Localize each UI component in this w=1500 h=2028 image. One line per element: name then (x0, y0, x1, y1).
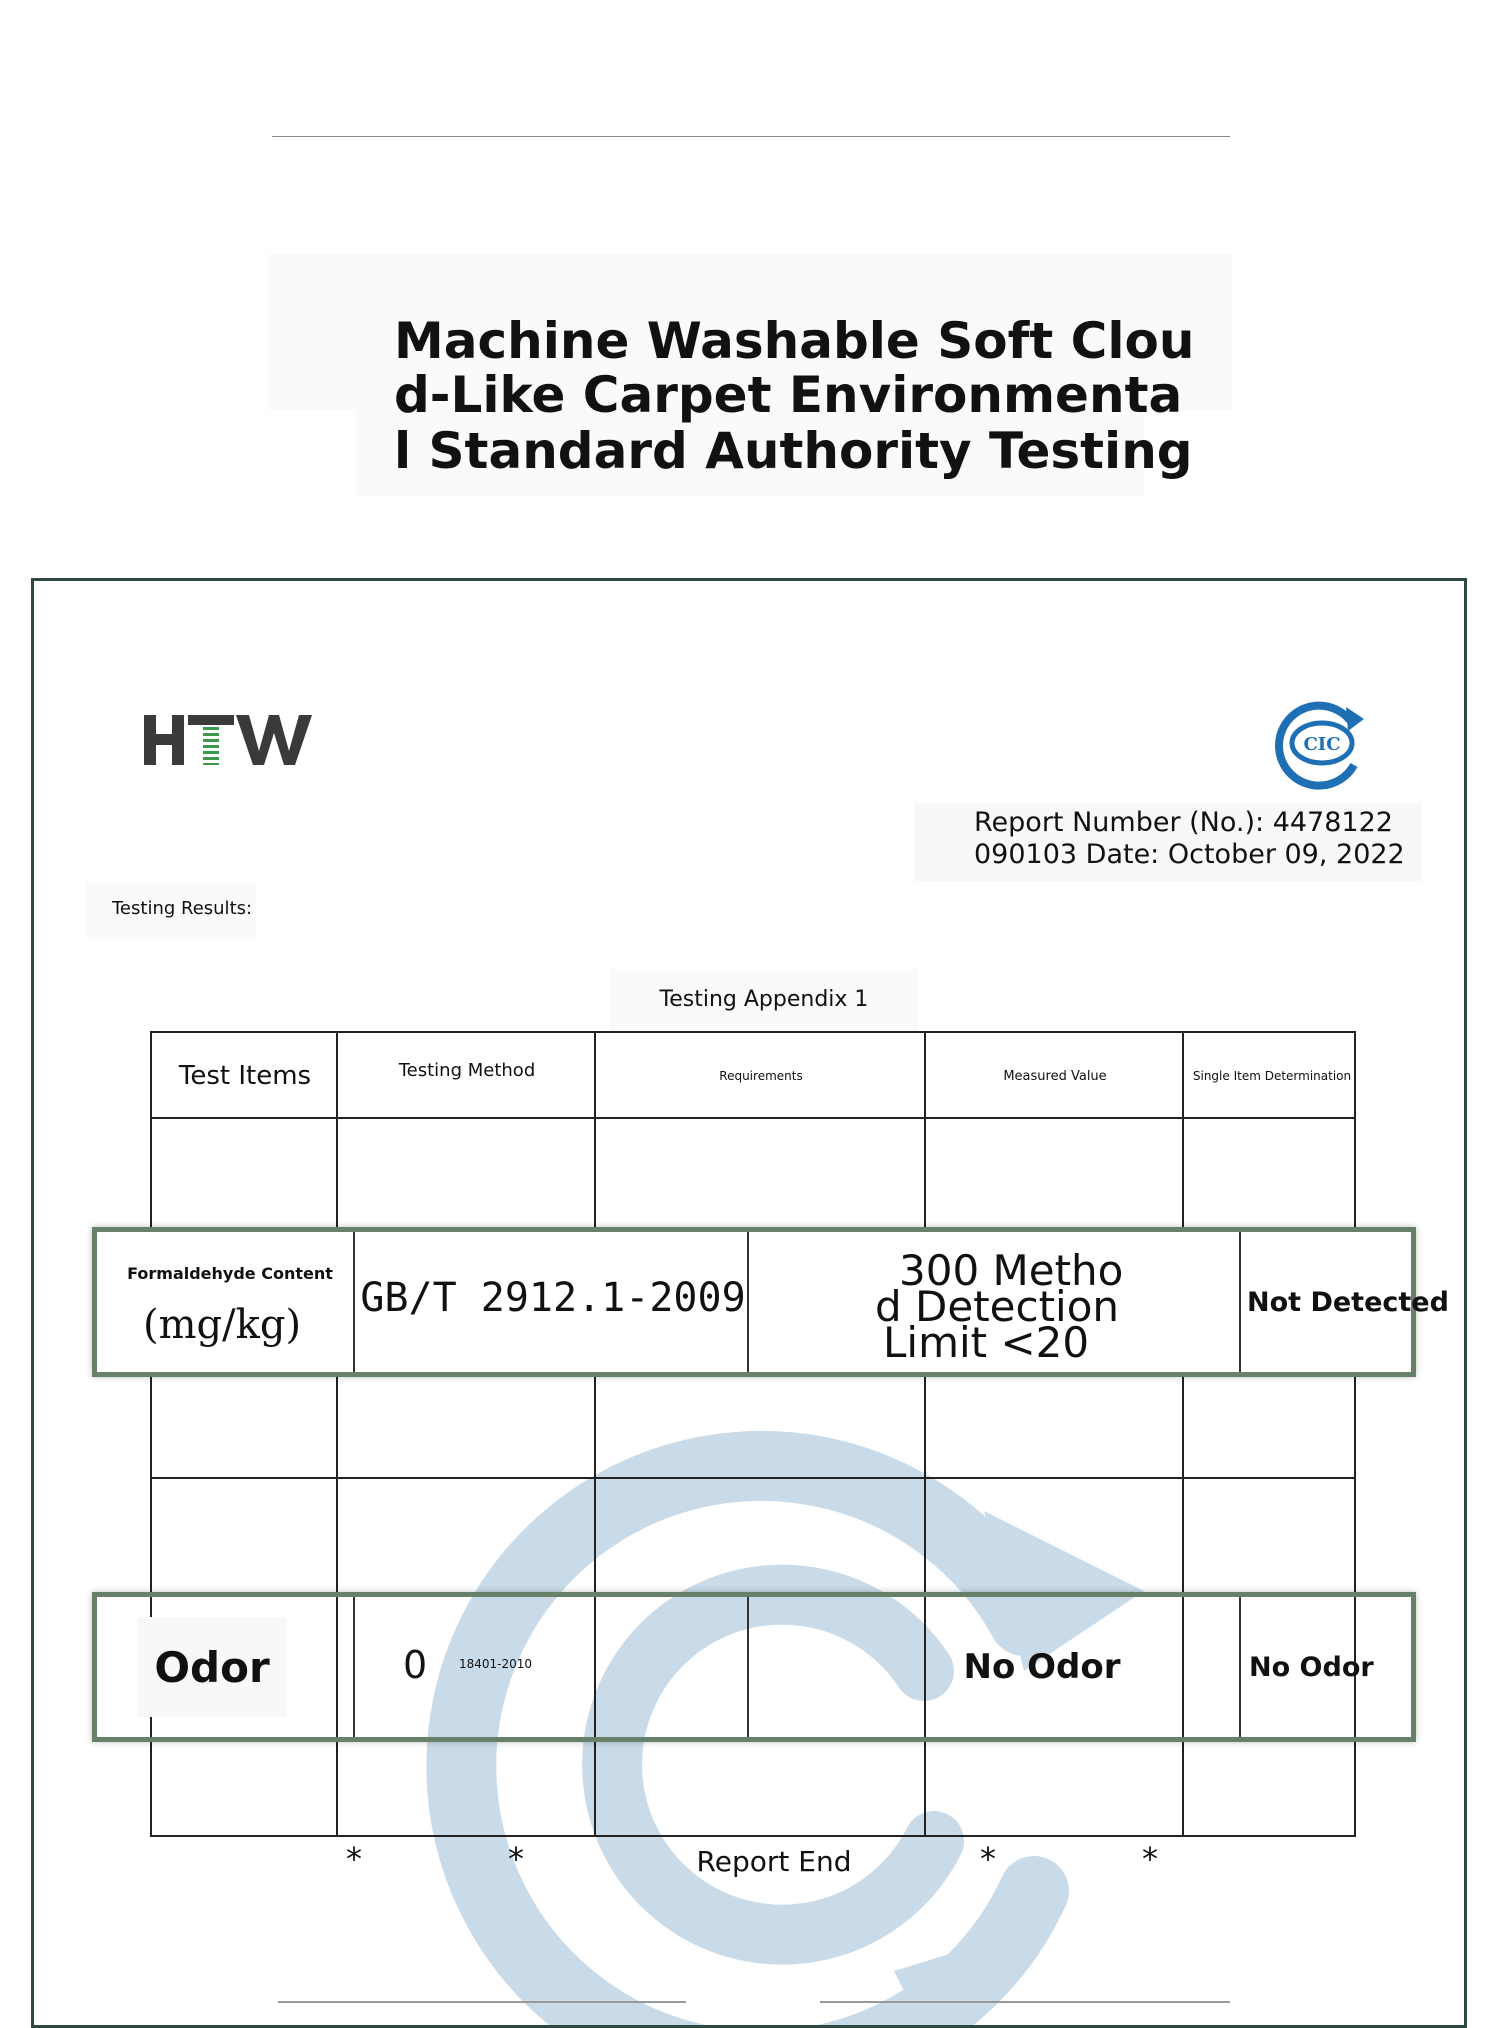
odor-method (359, 1597, 747, 1737)
table-row-formaldehyde (92, 1227, 1449, 1377)
title-line-1: Machine Washable Soft Clou (394, 312, 1195, 370)
formaldehyde-requirement-line-2: d Detection (875, 1282, 1120, 1331)
header-measured-value: Measured Value (1003, 1068, 1107, 1084)
formaldehyde-item-cell (107, 1232, 353, 1372)
formaldehyde-result: Not Detected (1247, 1286, 1449, 1318)
report-frame (31, 578, 1467, 2028)
report-number (974, 807, 1414, 871)
title-line-2: d-Like Carpet Environmenta (394, 366, 1183, 424)
header-testing-method: Testing Method (398, 1059, 536, 1081)
formaldehyde-item-label: Formaldehyde Content (127, 1264, 333, 1283)
testing-results-label: Testing Results: (86, 881, 256, 937)
header-test-items: Test Items (178, 1061, 312, 1091)
odor-result: No Odor (1249, 1651, 1374, 1683)
footer-star: * (1142, 1840, 1158, 1878)
report-number-line-1: Report Number (No.): 4478122 (974, 807, 1393, 838)
appendix-title: Testing Appendix 1 (659, 987, 869, 1012)
header-requirements: Requirements (719, 1069, 803, 1083)
footer-star: * (508, 1840, 524, 1878)
title-line-3: l Standard Authority Testing (394, 422, 1193, 480)
footer-star: * (980, 1840, 996, 1878)
page-title (394, 312, 1195, 480)
header-single-item-determination: Single Item Determination (1192, 1069, 1352, 1083)
table-row-odor (92, 1592, 1416, 1742)
report-number-line-2: 090103 Date: October 09, 2022 (974, 839, 1405, 870)
top-divider (272, 136, 1230, 137)
formaldehyde-method: GB/T 2912.1-2009 (360, 1275, 746, 1321)
odor-method-prefix: 0 (403, 1643, 428, 1687)
htw-logo (144, 711, 314, 771)
odor-requirement: No Odor (963, 1647, 1121, 1687)
footer-star: * (346, 1840, 362, 1878)
report-end-label: Report End (696, 1845, 852, 1878)
formaldehyde-requirement-line-1: 300 Metho (899, 1246, 1124, 1295)
cic-logo (1270, 693, 1370, 793)
odor-item-label: Odor (137, 1617, 287, 1717)
odor-method-standard: 18401-2010 (459, 1657, 533, 1671)
signature-box-right (820, 2001, 1230, 2023)
formaldehyde-unit: (mg/kg) (143, 1302, 302, 1348)
formaldehyde-requirement-line-3: Limit <20 (883, 1318, 1090, 1367)
svg-text:CIC: CIC (1303, 734, 1341, 755)
signature-box-left (278, 2001, 686, 2023)
formaldehyde-requirement (749, 1232, 1239, 1372)
